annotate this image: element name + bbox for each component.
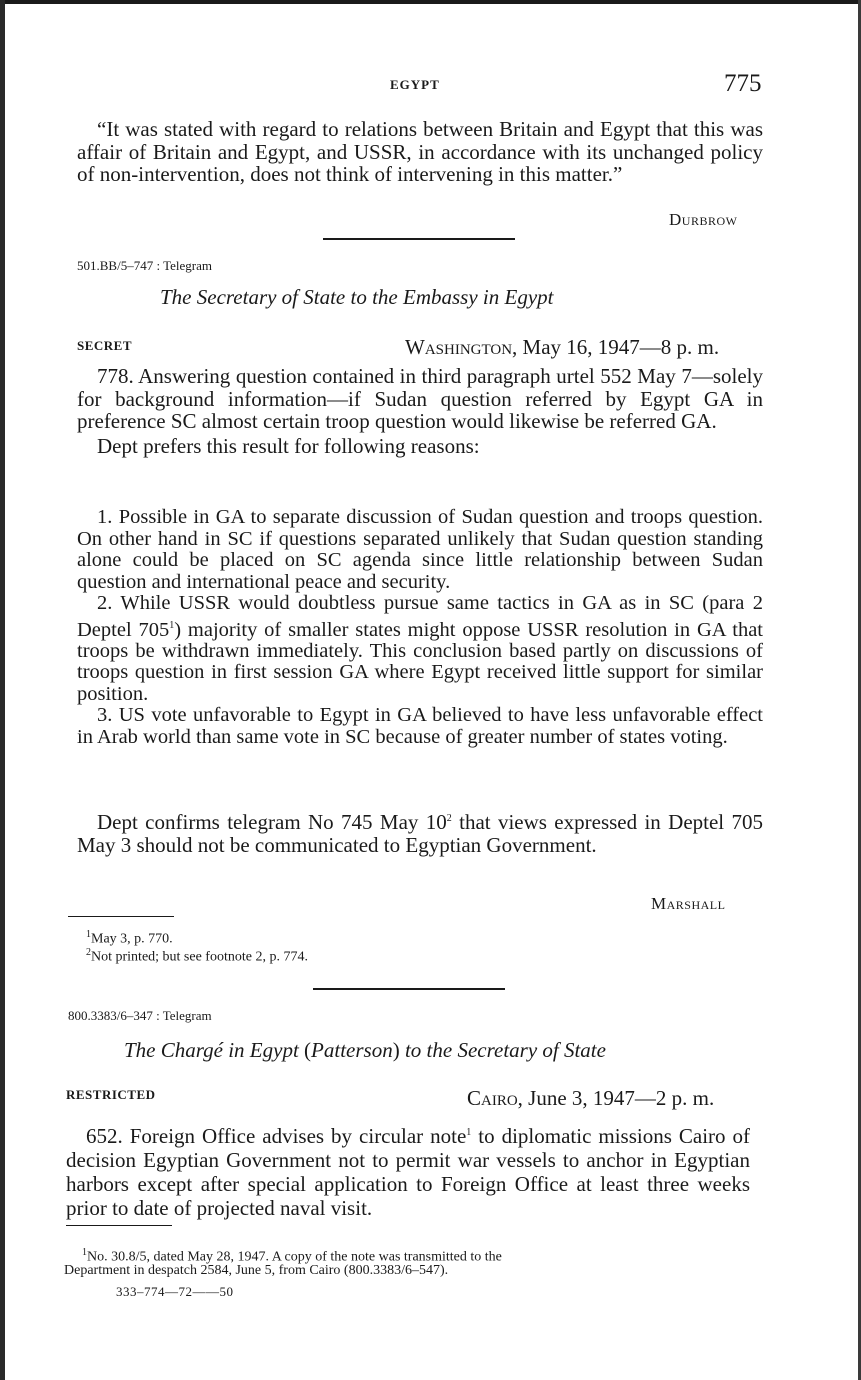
- dateline: [405, 335, 719, 360]
- list-item-text: ) majority of smaller states might oppose USSR resolution in GA that troops be withdrawn immediately. This conclusion based partly on discussions of troops question in first session GA where Egypt received little support for similar position.: [77, 618, 763, 705]
- list-item-text: 2. While USSR would doubtless pursue same tactics in GA as in SC (para 2 Deptel 705: [77, 592, 763, 641]
- page-edge-top: [0, 0, 861, 4]
- footnote-rule: [66, 1225, 172, 1226]
- document-heading: The Secretary of State to the Embassy in Egypt: [160, 285, 554, 309]
- paragraph-text: to diplomatic missions Cairo of decision Egyptian Government not to permit war vessels to anchor in Egyptian harbors except after special application to Foreign Office at least three weeks prior to date of projected naval visit.: [66, 1124, 751, 1220]
- list-item: [77, 593, 763, 705]
- running-title: EGYPT: [390, 77, 440, 92]
- telegram-body: [66, 1121, 750, 1220]
- footnote-mark: 2: [86, 947, 91, 958]
- footnote: [86, 944, 308, 966]
- footnote-ref: 1: [466, 1127, 472, 1138]
- section-divider: [313, 988, 505, 990]
- body-paragraph: 778. Answering question contained in third paragraph urtel 552 May 7—solely for background information—if Sudan question referred by Egypt GA in preference SC almost certain troop question would likewise be referred GA.: [77, 364, 763, 433]
- footnote-continuation: Department in despatch 2584, June 5, from Cairo (800.3383/6–547).: [64, 1263, 449, 1278]
- file-code: 800.3383/6–347 : Telegram: [68, 1008, 212, 1023]
- body-paragraph: [77, 808, 763, 856]
- dateline: [467, 1086, 714, 1111]
- footnote-ref: 1: [169, 619, 175, 631]
- heading-text: to the Secretary of State: [399, 1038, 606, 1062]
- quote-paragraph: “It was stated with regard to relations between Britain and Egypt that this was affair of Britain and Egypt, and USSR, in accordance with its unchanged policy of non-intervention, does not think of intervening in this matter.”: [77, 117, 763, 186]
- paragraph-text: 652. Foreign Office advises by circular note: [86, 1124, 467, 1148]
- signature-durbrow: Durbrow: [669, 210, 738, 229]
- telegram-body: [77, 365, 763, 457]
- dateline-place: Washington: [405, 335, 513, 359]
- file-code: 501.BB/5–747 : Telegram: [77, 258, 212, 273]
- dateline-place: Cairo: [467, 1086, 518, 1110]
- print-code: 333–774—72——50: [116, 1284, 234, 1299]
- paragraph-text: that views expressed in Deptel 705 May 3 should not be communicated to Egyptian Government.: [77, 810, 763, 857]
- classification-label: RESTRICTED: [66, 1087, 156, 1102]
- footnote-mark: 1: [86, 929, 91, 940]
- page-number: 775: [724, 70, 762, 97]
- heading-paren: ): [392, 1038, 400, 1062]
- heading-text: The Chargé in Egypt: [124, 1038, 305, 1062]
- footnote-mark: 1: [82, 1247, 87, 1258]
- footnote-text: No. 30.8/5, dated May 28, 1947. A copy of the note was transmitted to the: [87, 1249, 502, 1265]
- signature-marshall: Marshall: [651, 894, 726, 913]
- dateline-date: , May 16, 1947—8 p. m.: [512, 335, 720, 359]
- page-edge-left: [0, 0, 5, 1380]
- body-paragraph: Dept prefers this result for following reasons:: [97, 433, 480, 458]
- reasons-list: [77, 507, 763, 748]
- classification-label: SECRET: [77, 338, 133, 353]
- paragraph-text: Dept confirms telegram No 745 May 10: [97, 810, 447, 834]
- footnote-text: Not printed; but see footnote 2, p. 774.: [91, 949, 308, 965]
- footnote-rule: [68, 916, 174, 917]
- section-divider: [323, 238, 515, 240]
- footnote-text: May 3, p. 770.: [91, 931, 173, 947]
- list-item: 1. Possible in GA to separate discussion of Sudan question and troops question. On other hand in SC if questions separated unlikely that Sudan question standing alone could be placed on SC agenda since little relationship between Sudan question and international peace and security.: [77, 506, 763, 593]
- heading-name: Patterson: [311, 1038, 393, 1062]
- continued-quote: [77, 118, 763, 186]
- confirmation-paragraph: [77, 808, 763, 856]
- heading-paren: (: [304, 1038, 312, 1062]
- document-heading: [124, 1038, 606, 1063]
- footnote-ref: 2: [446, 813, 452, 824]
- body-paragraph: [66, 1121, 750, 1220]
- dateline-date: , June 3, 1947—2 p. m.: [517, 1086, 715, 1110]
- list-item: 3. US vote unfavorable to Egypt in GA believed to have less unfavorable effect in Arab world than same vote in SC because of greater number of states voting.: [77, 704, 763, 748]
